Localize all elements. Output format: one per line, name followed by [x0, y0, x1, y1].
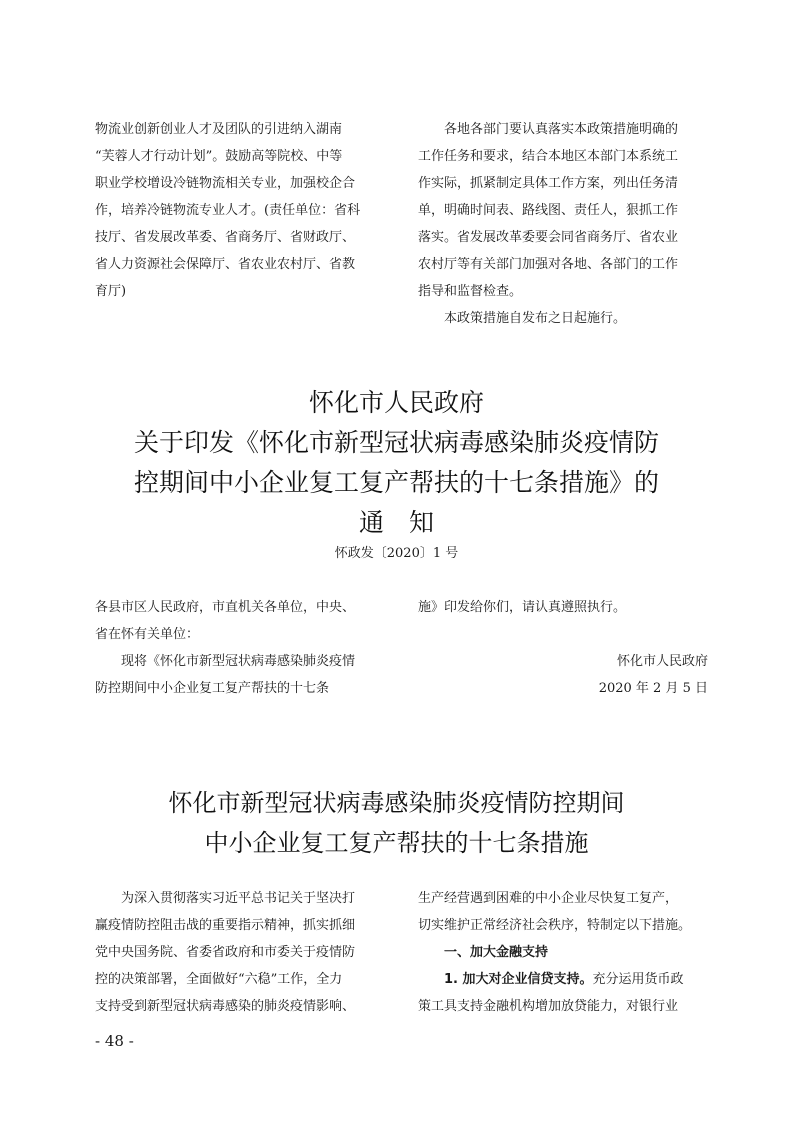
notice-title-line: 控期间中小企业复工复产帮扶的十七条措施》的 — [133, 468, 659, 497]
text-line: 育厅) — [95, 284, 127, 299]
text-line: 现将《怀化市新型冠状病毒感染肺炎疫情 — [121, 654, 356, 669]
text-line: “芙蓉人才行动计划”。鼓励高等院校、中等 — [95, 149, 343, 164]
text-line: 单，明确时间表、路线图、责任人，狠抓工作 — [418, 203, 679, 218]
text-line: 党中央国务院、省委省政府和市委关于疫情防 — [95, 945, 356, 960]
text-line: 农村厅等有关部门加强对各地、各部门的工作 — [418, 257, 679, 272]
notice-title-line: 通 知 — [358, 508, 434, 537]
text-line: 切实维护正常经济社会秩序，特制定以下措施。 — [418, 918, 692, 933]
section-heading: 一、加大金融支持 — [444, 945, 549, 960]
top-left-column — [95, 116, 395, 305]
text-line: 控的决策部署，全面做好“六稳”工作，全力 — [95, 972, 343, 987]
text-line: 省人力资源社会保障厅、省农业农村厅、省教 — [95, 257, 356, 272]
notice-left-column — [95, 594, 395, 702]
measures-right-column — [418, 885, 718, 1020]
doc-number: 怀政发〔2020〕1 号 — [334, 546, 459, 561]
text-line: 本政策措施自发布之日起施行。 — [444, 311, 627, 326]
text-line: 技厅、省发展改革委、省商务厅、省财政厅、 — [95, 230, 356, 245]
text-line: 为深入贯彻落实习近平总书记关于坚决打 — [121, 891, 356, 906]
page-number: - 48 - — [95, 1032, 134, 1050]
text-line: 落实。省发展改革委要会同省商务厅、省农业 — [418, 230, 679, 245]
text-line: 防控期间中小企业复工复产帮扶的十七条 — [95, 681, 330, 696]
text-line: 物流业创新创业人才及团队的引进纳入湖南 — [95, 122, 343, 137]
text-line: 职业学校增设冷链物流相关专业，加强校企合 — [95, 176, 356, 191]
text-line: 生产经营遇到困难的中小企业尽快复工复产， — [418, 891, 679, 906]
item-text: 充分运用货币政 — [592, 972, 684, 987]
text-line: 作实际，抓紧制定具体工作方案，列出任务清 — [418, 176, 679, 191]
text-line: 支持受到新型冠状病毒感染的肺炎疫情影响、 — [95, 999, 356, 1014]
top-right-column — [418, 116, 718, 332]
text-line: 各地各部门要认真落实本政策措施明确的 — [444, 122, 679, 137]
notice-title-line: 关于印发《怀化市新型冠状病毒感染肺炎疫情防 — [133, 428, 659, 457]
text-line: 策工具支持金融机构增加放贷能力，对银行业 — [418, 999, 679, 1014]
text-line: 省在怀有关单位： — [95, 627, 200, 642]
signature: 怀化市人民政府 — [616, 654, 708, 669]
notice-title-line: 怀化市人民政府 — [308, 388, 484, 417]
text-line — [418, 621, 708, 648]
date: 2020 年 2 月 5 日 — [598, 681, 708, 696]
item-heading: 1. 加大对企业信贷支持。 — [444, 972, 593, 987]
text-line: 赢疫情防控阻击战的重要指示精神，抓实抓细 — [95, 918, 356, 933]
notice-title — [60, 383, 733, 543]
notice-right-column — [418, 594, 708, 702]
measures-title-line: 中小企业复工复产帮扶的十七条措施 — [204, 829, 589, 857]
text-line: 工作任务和要求，结合本地区本部门本系统工 — [418, 149, 679, 164]
text-line: 各县市区人民政府，市直机关各单位，中央、 — [95, 600, 356, 615]
text-line: 指导和监督检查。 — [418, 284, 523, 299]
text-line — [418, 966, 718, 993]
measures-title-line: 怀化市新型冠状病毒感染肺炎疫情防控期间 — [168, 789, 625, 817]
measures-title — [60, 783, 733, 863]
text-line: 施》印发给你们，请认真遵照执行。 — [418, 600, 627, 615]
text-line: 作，培养冷链物流专业人才。(责任单位：省科 — [95, 203, 361, 218]
measures-left-column — [95, 885, 395, 1020]
